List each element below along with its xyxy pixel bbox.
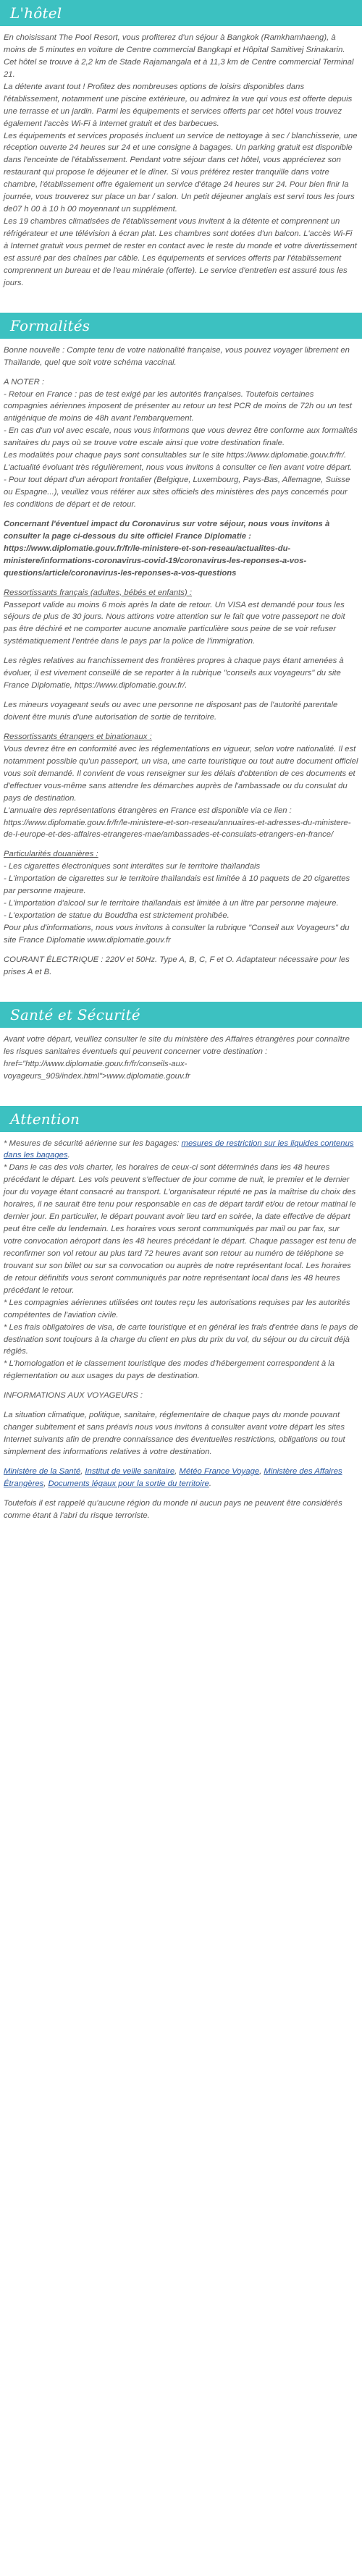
resource-links: Ministère de la Santé, Institut de veille sanitaire, Météo France Voyage, Ministère des Affaires Étrangères, Documents légaux pour la sortie du territoire. (4, 1466, 342, 1488)
nota-line: - Pour tout départ d'un aéroport frontalier (Belgique, Luxembourg, Pays-Bas, Allemagne, Suisse ou Espagne...), veuillez vous référer aux sites officiels des ministères des pays concernés pour les conditions de départ et de retour. (4, 476, 350, 509)
mesures-link[interactable]: mesures de restriction sur les liquides contenus dans les bagages (4, 1139, 354, 1160)
douanieres-line: - Les cigarettes électroniques sont interdites sur le territoire thaïlandais (4, 862, 261, 871)
attention-title: Attention (10, 1110, 80, 1128)
attention-content (0, 1132, 362, 1529)
douanieres-line: - L'importation d'alcool sur le territoire thaïlandais est limitée à un litre par personne majeure. (4, 899, 339, 908)
hotel-content (0, 26, 362, 297)
douanieres-line: - L'exportation de statue du Bouddha est strictement prohibée. (4, 911, 230, 921)
infos-text: La situation climatique, politique, sanitaire, réglementaire de chaque pays du monde pouvant changer subitement et sans préavis nous vous invitons à consulter avant votre départ les sites Internet suivants afin de prendre connaissance des éventuelles restrictions, obligations ou tout simplement des informations relatives à votre destination. (4, 1411, 345, 1456)
convocation-text: * Dans le cas des vols charter, les horaires de ceux-ci sont déterminés dans les 48 heures précédant le départ. Les vols peuvent s'effectuer de jour comme de nuit, le premier et le dernier jour du voyage étant consacré au transport. L'organisateur réputé ne pas la maîtrise du choix des horaires, il ne saurait être tenu pour responsable en cas de départ tardif et/ou de retour matinal le dernier jour. En particulier, le départ pouvant avoir lieu tard en soirée, la date effective de départ peut être celle du lendemain. Les horaires vous seront communiqués par mail ou par fax, sur votre convocation aéroport dans les 48 heures précédant le départ. Chaque passager est tenu de reconfirmer son vol retour au plus tard 72 heures avant son retour au numéro de téléphone se trouvant sur son billet ou sur sa convocation ou auprès de notre représentant local. Les horaires de retour définitifs vous seront communiqués par notre représentant local dans les 48 heures précédant le retour. (4, 1163, 357, 1295)
sante-section (0, 1002, 362, 1090)
nota-title: A NOTER : (4, 377, 45, 387)
sante-content (0, 1028, 362, 1090)
mesures-line (4, 1138, 358, 1162)
douanieres-title: Particularités douanières : (4, 850, 98, 859)
ressortissants-fr-block (4, 587, 358, 649)
attention-section (0, 1106, 362, 1529)
ressortissants-etr-text: Vous devrez être en conformité avec les réglementations en vigueur, selon votre nationalité. Il est notamment possible qu'un passeport, un visa, une carte touristique ou tout autre document officiel vous soit demandé. Il convient de vous renseigner sur les délais d'obtention de ces documents et d'effectuer vous-même sans attendre les démarches auprès de l'ambassade ou du consulat du pays de destination. (4, 744, 358, 803)
hotel-title: L'hôtel (10, 4, 62, 22)
hotel-paragraph: Les équipements et services proposés incluent un service de nettoyage à sec / blanchisserie, une réception ouverte 24 heures sur 24 et une consigne à bagages. Un parking gratuit est disponible dans l'enceinte de l'établissement. Pendant votre séjour dans cet hôtel, vous apprécierez son restaurant qui propose le déjeuner et le dîner. Si vous préférez rester tranquille dans votre chambre, l'établissement offre également un service d'étage 24 heures sur 24. Pour bien finir la journée, vous trouverez sur place un bar / salon. Un petit déjeuner anglais est servi tous les jours de07 h 00 à 10 h 00 moyennant un supplément. (4, 131, 358, 214)
nota-line: - Retour en France : pas de test exigé par les autorités françaises. Toutefois certaines compagnies aériennes imposent de présenter au retour un test PCR de moins de 72h ou un test antigénique de moins de 48h avant l'embarquement. (4, 389, 353, 423)
homologation-text: * L'homologation et le classement touristique des modes d'hébergement correspondent à la réglementation ou aux usages du pays de destination. (4, 1359, 335, 1381)
nota-line: Les modalités pour chaque pays sont consultables sur le site https://www.diplomatie.gouv.fr/fr/. L'actualité évoluant très régulièrement, nous vous invitons à consulter ce lien avant votre départ. (4, 451, 353, 473)
formalites-intro: Bonne nouvelle : Compte tenu de votre nationalité française, vous pouvez voyager librement en Thaïlande, quel que soit votre schéma vaccinal. (4, 345, 350, 367)
mesures-suffix: . (67, 1151, 70, 1160)
link-meteo-france[interactable]: Météo France Voyage (179, 1466, 260, 1476)
sante-title: Santé et Sécurité (10, 1005, 140, 1023)
section-gap (0, 986, 362, 1002)
hotel-header (0, 0, 362, 26)
annuaire-text: L'annuaire des représentations étrangères en France est disponible via ce lien : https://www.diplomatie.gouv.fr/fr/le-ministere-et-son-reseau/annuaires-et-adresses-du-ministere-de-l-europe-et-des-affaires-etrangeres-mae/ambassades-et-consulats-etrangers-en-france/ (4, 806, 351, 840)
mesures-prefix: * Mesures de sécurité aérienne sur les bagages: (4, 1139, 182, 1148)
ressortissants-fr-title: Ressortissants français (adultes, bébés et enfants) : (4, 588, 192, 597)
formalites-section (0, 313, 362, 986)
attention-header (0, 1106, 362, 1132)
section-gap (0, 297, 362, 313)
formalites-content (0, 339, 362, 986)
nota-block (4, 376, 358, 511)
ressortissants-etr-block (4, 731, 358, 841)
infos-title: INFORMATIONS AUX VOYAGEURS : (4, 1391, 143, 1401)
sante-header (0, 1002, 362, 1028)
formalites-title: Formalités (10, 316, 90, 334)
covid-notice: Concernant l'éventuel impact du Coronavirus sur votre séjour, nous vous invitons à consulter la page ci-dessous du site officiel France Diplomatie : https://www.diplomatie.gouv.fr/fr/le-ministere-et-son-reseau/actualites-du-ministere/informations-coronavirus-covid-19/coronavirus-les-reponses-a-vos-questions/article/coronavirus-les-reponses-a-vos-questions (4, 519, 330, 578)
hotel-section (0, 0, 362, 297)
compagnies-text: * Les compagnies aériennes utilisées ont toutes reçu les autorisations requises par les autorités compétentes de l'aviation civile. (4, 1298, 350, 1319)
section-gap (0, 1090, 362, 1106)
link-documents-legaux[interactable]: Documents légaux pour la sortie du territoire (48, 1479, 209, 1488)
mineurs-text: Les mineurs voyageant seuls ou avec une personne ne disposant pas de l'autorité parentale doivent être munis d'une autorisation de sortie de territoire. (4, 701, 338, 722)
frais-text: * Les frais obligatoires de visa, de carte touristique et en général les frais d'entrée dans le pays de destination sont toujours à la charge du client en plus du prix du vol, du séjour ou du circuit déjà réglés. (4, 1322, 358, 1356)
final-text: Toutefois il est rappelé qu'aucune région du monde ni aucun pays ne peuvent être considérés comme étant à l'abri du risque terroriste. (4, 1498, 342, 1520)
nota-line: - En cas d'un vol avec escale, nous vous informons que vous devrez être conforme aux formalités sanitaires du pays où se trouve votre escale ainsi que votre destination finale. (4, 426, 358, 448)
regles-text: Les règles relatives au franchissement des frontières propres à chaque pays étant amenées à évoluer, il est vivement conseillé de se reporter à la rubrique "conseils aux voyageurs" du site France Diplomatie, https://www.diplomatie.gouv.fr/. (4, 656, 344, 691)
ressortissants-fr-text: Passeport valide au moins 6 mois après la date de retour. Un VISA est demandé pour tous les séjours de plus de 30 jours. Nous attirons votre attention sur le fait que votre passeport ne doit pas être déchiré et ne comporter aucune anomalie particulière sous peine de se voir refuser systématiquement l'entrée dans le pays par la police de l'immigration. (4, 600, 345, 646)
douanieres-line: Pour plus d'informations, nous vous invitons à consulter la rubrique "Conseil aux Voyageurs" du site France Diplomatie www.diplomatie.gouv.fr (4, 924, 350, 945)
hotel-paragraph: La détente avant tout ! Profitez des nombreuses options de loisirs disponibles dans l'établissement, notamment une piscine extérieure, ou admirez la vue qui vous est offerte depuis une terrasse et un jardin. Parmi les équipements et services offerts par cet hôtel vous trouvez également l'accès Wi-Fi à Internet gratuit et des barbecues. (4, 82, 353, 128)
courant-text: COURANT ÉLECTRIQUE : 220V et 50Hz. Type A, B, C, F et O. Adaptateur nécessaire pour les prises A et B. (4, 955, 350, 976)
douanieres-block (4, 848, 358, 947)
formalites-header (0, 313, 362, 339)
hotel-paragraph: En choisissant The Pool Resort, vous profiterez d'un séjour à Bangkok (Ramkhamhaeng), à moins de 5 minutes en voiture de Centre commercial Bangkapi et Hôpital Samitivej Srinakarin. Cet hôtel se trouve à 2,2 km de Stade Rajamangala et à 11,3 km de Centre commercial Terminal 21. (4, 33, 354, 79)
sante-text: Avant votre départ, veuillez consulter le site du ministère des Affaires étrangères pour connaître les risques sanitaires éventuels qui peuvent concerner votre destination : href="http://www.diplomatie.gouv.fr/fr/conseils-aux-voyageurs_909/index.html">www.diplomatie.gouv.fr (4, 1034, 350, 1081)
hotel-paragraph: Les 19 chambres climatisées de l'établissement vous invitent à la détente et comprennent un réfrigérateur et une télévision à écran plat. Les chambres sont dotées d'un balcon. L'accès Wi-Fi à Internet gratuit vous permet de rester en contact avec le reste du monde et votre divertissement est assuré par des chaînes par câble. Les équipements et services offerts par l'établissement comprennent un bureau et de l'eau minérale (offerte). Le service d'entretien est assuré tous les jours. (4, 217, 357, 287)
link-veille-sanitaire[interactable]: Institut de veille sanitaire (85, 1466, 175, 1476)
douanieres-line: - L'importation de cigarettes sur le territoire thaïlandais est limitée à 10 paquets de 20 cigarettes par personne majeure. (4, 874, 350, 896)
link-affaires-etrangeres[interactable]: Ministère des Affaires Étrangères (4, 1466, 342, 1488)
ressortissants-etr-title: Ressortissants étrangers et binationaux : (4, 732, 152, 741)
link-ministere-sante[interactable]: Ministère de la Santé (4, 1466, 81, 1476)
